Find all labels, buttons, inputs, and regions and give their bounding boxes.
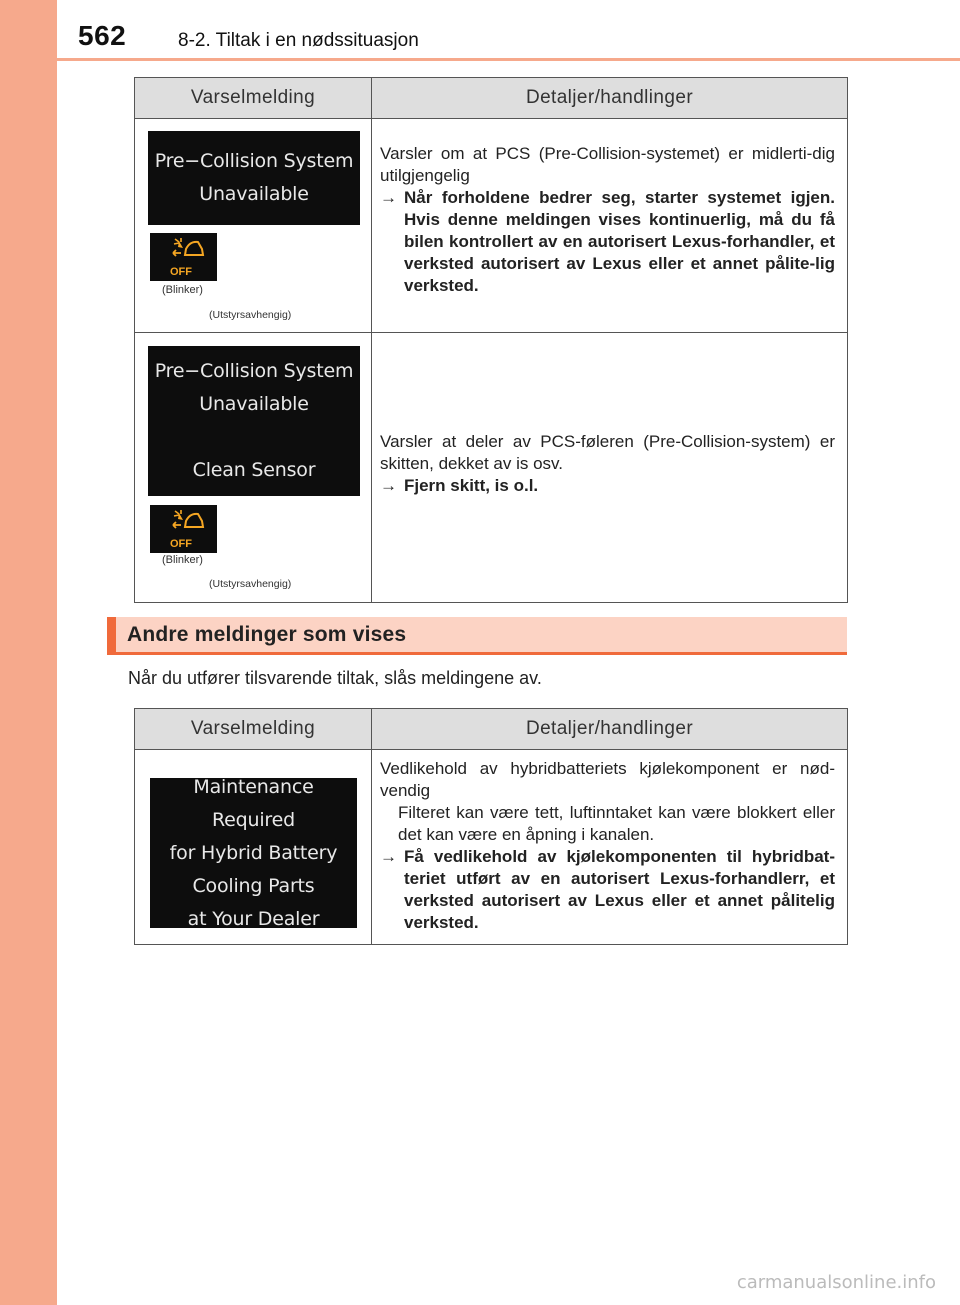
details-action xyxy=(380,846,835,934)
section-intro-text: Når du utfører tilsvarende tiltak, slås meldingene av. xyxy=(128,668,542,688)
details-cell xyxy=(372,119,848,333)
screen-line: Clean Sensor xyxy=(192,459,316,481)
section-title: 8-2. Tiltak i en nødssituasjon xyxy=(178,30,419,51)
warning-message-table-2 xyxy=(134,708,848,945)
table-row xyxy=(135,750,848,945)
screen-line: Cooling Parts xyxy=(192,874,315,897)
details-cell xyxy=(372,750,848,945)
action-text: Få vedlikehold av kjølekomponenten til hybridbat-teriet utført av en autorisert Lexus-forhandlerr, et verksted autorisert av Lexus eller et annet pålitelig verksted. xyxy=(404,847,835,932)
display-screen-pcs-unavailable xyxy=(148,131,360,225)
details-note: Filteret kan være tett, luftinntaket kan være blokkert eller det kan være en åpning i kanalen. xyxy=(398,803,835,844)
warning-message-table-1 xyxy=(134,77,848,603)
column-header-details: Detaljer/handlinger xyxy=(372,709,848,750)
table-header-row xyxy=(135,709,848,750)
display-screen-hybrid-battery-maintenance xyxy=(150,775,357,930)
message-cell xyxy=(135,750,372,945)
optional-equipment-label: (Utstyrsavhengig) xyxy=(209,309,292,321)
footer-watermark: carmanualsonline.info xyxy=(736,1272,936,1293)
section-heading: Andre meldinger som vises xyxy=(127,623,407,646)
optional-equipment-label: (Utstyrsavhengig) xyxy=(209,578,292,590)
details-description: Vedlikehold av hybridbatteriets kjølekomponent er nød-vendig xyxy=(380,759,835,800)
pcs-off-warning-icon xyxy=(150,233,217,281)
screen-line: Unavailable xyxy=(199,183,309,205)
section-heading-band xyxy=(107,617,847,655)
table-row xyxy=(135,333,848,603)
screen-line: Pre−Collision System xyxy=(154,360,354,382)
page-number: 562 xyxy=(78,20,127,51)
table-header-row xyxy=(135,78,848,119)
details-action xyxy=(380,187,835,297)
icon-off-text: OFF xyxy=(170,538,192,550)
action-text: Når forholdene bedrer seg, starter systemet igjen. Hvis denne meldingen vises kontinuerlig, må du få bilen kontrollert av en autorisert Lexus-forhandler, et verksted autorisert av Lexus eller et annet pålite-lig verksted. xyxy=(404,188,835,295)
blinker-label: (Blinker) xyxy=(162,554,203,566)
details-description: Varsler om at PCS (Pre-Collision-systemet) er midlerti-dig utilgjengelig xyxy=(380,144,835,185)
screen-line-spacer xyxy=(148,421,360,454)
screen-line: at Your Dealer xyxy=(187,907,320,930)
arrow-icon: → xyxy=(380,476,397,495)
header-rule xyxy=(57,58,960,61)
details-action xyxy=(380,475,835,497)
side-strip xyxy=(0,0,57,1305)
message-cell xyxy=(135,119,372,333)
screen-line: Unavailable xyxy=(199,393,309,415)
display-screen-pcs-clean-sensor xyxy=(148,346,360,496)
column-header-details: Detaljer/handlinger xyxy=(372,78,848,119)
message-cell xyxy=(135,333,372,603)
arrow-icon: → xyxy=(380,847,397,866)
arrow-icon: → xyxy=(380,188,397,207)
action-text: Fjern skitt, is o.l. xyxy=(404,476,539,495)
screen-line: Pre−Collision System xyxy=(154,150,354,172)
details-description: Varsler at deler av PCS-føleren (Pre-Collision-system) er skitten, dekket av is osv. xyxy=(380,432,835,473)
pcs-off-warning-icon xyxy=(150,505,217,553)
icon-off-text: OFF xyxy=(170,266,192,278)
column-header-message: Varselmelding xyxy=(135,78,372,119)
section-accent-bar xyxy=(107,617,116,655)
details-cell xyxy=(372,333,848,603)
screen-line: Maintenance Required xyxy=(193,775,314,831)
blinker-label: (Blinker) xyxy=(162,284,203,296)
table-row xyxy=(135,119,848,333)
screen-line: for Hybrid Battery xyxy=(169,841,338,864)
column-header-message: Varselmelding xyxy=(135,709,372,750)
